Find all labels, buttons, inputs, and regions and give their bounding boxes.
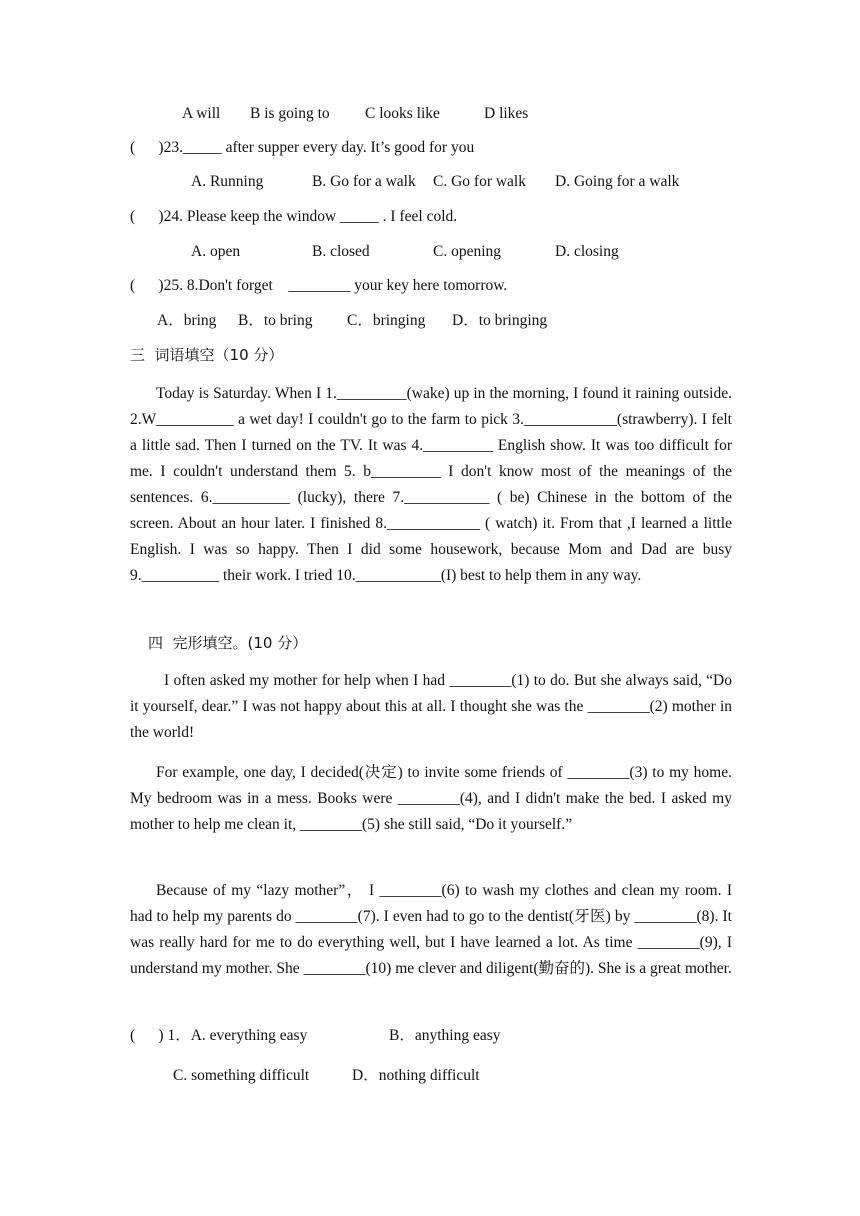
section3-heading: 三 词语填空（10 分） (130, 346, 284, 364)
q23-option-a: A. Running (191, 173, 264, 190)
q25-option-b: B．to bring (238, 312, 313, 329)
q24-option-d: D. closing (555, 243, 619, 260)
q1-stem: ( ) 1．A. everything easy (130, 1027, 308, 1044)
q25-option-d: D．to bringing (452, 312, 548, 329)
q24-option-a: A. open (191, 243, 241, 260)
section4-heading: 四 完形填空。(10 分） (148, 634, 308, 652)
section4-paragraph-3: Because of my “lazy mother”， I ________(6) to wash my clothes and clean my room. I had to help my parents do ________(7). I even had to go to the dentist(牙医) by ________(8). It was really hard for me to do everything well, but I have learned a lot. As time ________(9), I understand my mother. She ________(10) me clever and diligent(勤奋的). She is a great mother. (130, 882, 732, 977)
q22-option-d: D likes (484, 105, 529, 122)
section4-paragraph-1: I often asked my mother for help when I had ________(1) to do. But she always said, “Do it yourself, dear.” I was not happy about this at all. I thought she was the ________(2) mother in the world! (130, 672, 732, 741)
q24-stem: ( )24. Please keep the window _____ . I feel cold. (130, 208, 458, 225)
q23-option-b: B. Go for a walk (312, 173, 416, 190)
q25-option-a: A．bring (157, 312, 217, 329)
q1-option-d: D．nothing difficult (352, 1067, 480, 1084)
q23-option-c: C. Go for walk (433, 173, 526, 190)
q24-option-b: B. closed (312, 243, 370, 260)
q23-stem: ( )23._____ after supper every day. It’s good for you (130, 139, 475, 156)
q22-option-c: C looks like (365, 105, 440, 122)
section4-paragraph-2: For example, one day, I decided(决定) to invite some friends of ________(3) to my home. My bedroom was in a mess. Books were ________(4), and I didn't make the bed. I asked my mother to help me clean it, ________(5) she still said, “Do it yourself.” (130, 764, 732, 833)
q22-option-a: A will (182, 105, 221, 122)
q1-option-b: B．anything easy (389, 1027, 501, 1044)
q22-option-b: B is going to (250, 105, 330, 122)
q25-option-c: C．bringing (347, 312, 426, 329)
q25-stem: ( )25. 8.Don't forget ________ your key here tomorrow. (130, 277, 508, 294)
section3-paragraph: Today is Saturday. When I 1._________(wake) up in the morning, I found it raining outside. 2.W__________ a wet day! I couldn't go to the farm to pick 3.____________(strawberry). I felt a little sad. Then I turned on the TV. It was 4._________ English show. It was too difficult for me. I couldn't understand them 5. b_________ I don't know most of the meanings of the sentences. 6.__________ (lucky), there 7.___________ ( be) Chinese in the bottom of the screen. About an hour later. I finished 8.____________ ( watch) it. From that ,I learned a little English. I was so happy. Then I did some housework, because Mom and Dad are busy 9.__________ their work. I tried 10.___________(I) best to help them in any way. (130, 385, 732, 584)
q23-option-d: D. Going for a walk (555, 173, 680, 190)
q24-option-c: C. opening (433, 243, 502, 260)
q1-option-c: C. something difficult (173, 1067, 310, 1084)
